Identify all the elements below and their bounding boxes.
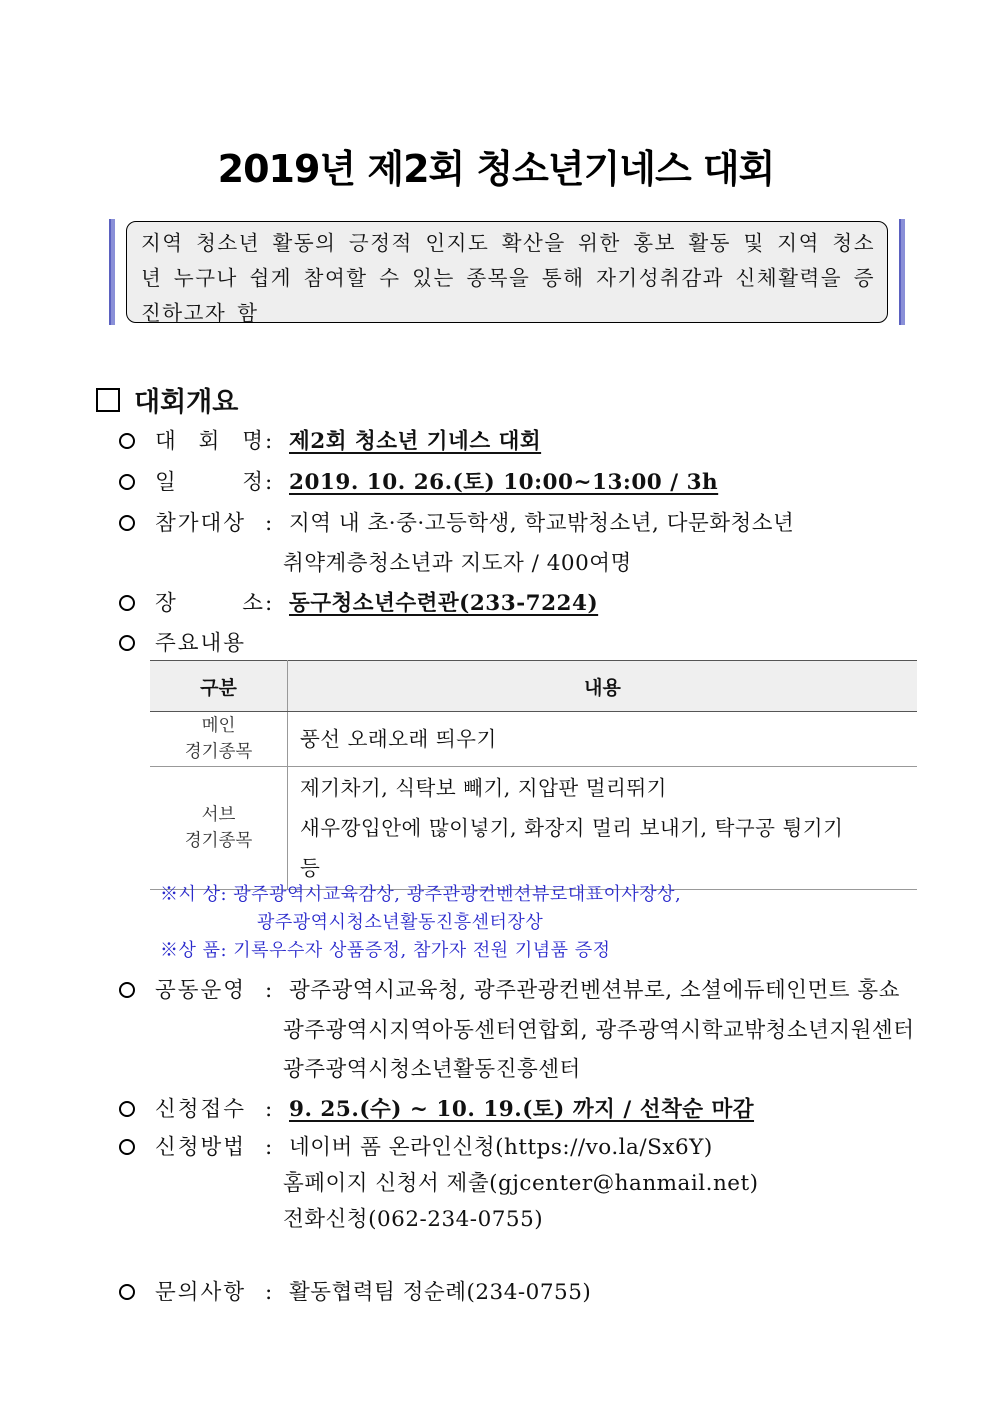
award-note bbox=[160, 880, 681, 906]
prize-label: ※상 품: bbox=[160, 940, 228, 961]
content-line: 풍선 오래오래 띄우기 bbox=[300, 727, 497, 751]
purpose-text: 지역 청소년 활동의 긍정적 인지도 확산을 위한 홍보 활동 및 지역 청소년 누구나 쉽게 참여할 수 있는 종목을 통해 자기성취감과 신체활력을 증진하고자 함 bbox=[126, 221, 888, 323]
table-header-content: 내용 bbox=[288, 661, 918, 712]
table-content-cell bbox=[288, 712, 918, 767]
overview-main-row bbox=[119, 626, 265, 657]
colon: : bbox=[265, 1280, 273, 1305]
target-value: 지역 내 초·중·고등학생, 학교밖청소년, 다문화청소년 bbox=[289, 511, 795, 536]
method-line2: 홈페이지 신청서 제출(gjcenter@hanmail.net) bbox=[283, 1171, 759, 1196]
colon: : bbox=[265, 470, 273, 495]
event-place: 동구청소년수련관(233-7224) bbox=[289, 591, 599, 616]
circle-bullet-icon bbox=[119, 1139, 135, 1155]
section-heading bbox=[96, 380, 238, 419]
colon: : bbox=[265, 978, 273, 1003]
category-line: 서브 bbox=[201, 805, 236, 825]
table-header-row bbox=[150, 661, 917, 712]
category-line: 메인 bbox=[201, 716, 236, 736]
name-label: 대 회 명 bbox=[155, 429, 265, 454]
overview-name-row bbox=[119, 424, 541, 455]
circle-bullet-icon bbox=[119, 1284, 135, 1300]
document-title: 2019년 제2회 청소년기네스 대회 bbox=[217, 147, 775, 191]
table-row bbox=[150, 712, 917, 767]
event-date: 2019. 10. 26.(토) 10:00~13:00 / 3h bbox=[289, 470, 719, 495]
registration-label: 신청접수 bbox=[155, 1097, 247, 1122]
circle-bullet-icon bbox=[119, 1101, 135, 1117]
colon: : bbox=[265, 1135, 273, 1160]
circle-bullet-icon bbox=[119, 433, 135, 449]
purpose-panel bbox=[109, 219, 905, 325]
prize-note bbox=[160, 936, 611, 962]
date-label: 일 정 bbox=[155, 470, 265, 495]
colon: : bbox=[265, 1097, 273, 1122]
square-bullet-icon bbox=[96, 388, 120, 412]
colon: : bbox=[265, 429, 273, 454]
inquiry-row bbox=[119, 1275, 591, 1306]
target-label: 참가대상 bbox=[155, 511, 247, 536]
table-category-cell bbox=[150, 767, 288, 890]
category-line: 경기종목 bbox=[184, 831, 253, 851]
method-line3: 전화신청(062-234-0755) bbox=[283, 1207, 544, 1232]
table-header-category: 구분 bbox=[150, 661, 288, 712]
left-accent-bar bbox=[109, 219, 115, 325]
table-category-cell bbox=[150, 712, 288, 767]
main-content-label: 주요내용 bbox=[155, 631, 247, 656]
overview-target-row bbox=[119, 506, 794, 537]
inquiry-value: 활동협력팀 정순례(234-0755) bbox=[289, 1280, 592, 1305]
registration-period: 9. 25.(수) ~ 10. 19.(토) 까지 / 선착순 마감 bbox=[289, 1097, 755, 1122]
overview-date-row bbox=[119, 465, 718, 496]
event-name: 제2회 청소년 기네스 대회 bbox=[289, 429, 542, 454]
registration-row bbox=[119, 1092, 754, 1123]
table-row bbox=[150, 767, 917, 890]
award-line1: 광주광역시교육감상, 광주관광컨벤션뷰로대표이사장상, bbox=[233, 884, 682, 905]
section-heading-label: 대회개요 bbox=[134, 387, 239, 418]
cooperation-line3: 광주광역시청소년활동진흥센터 bbox=[283, 1057, 581, 1082]
method-label: 신청방법 bbox=[155, 1135, 247, 1160]
content-line: 제기차기, 식탁보 빼기, 지압판 멀리뛰기 bbox=[300, 776, 667, 800]
main-content-table bbox=[150, 660, 917, 890]
prize-value: 기록우수자 상품증정, 참가자 전원 기념품 증정 bbox=[233, 940, 611, 961]
cooperation-row bbox=[119, 973, 900, 1004]
target-value-continued: 취약계층청소년과 지도자 / 400여명 bbox=[283, 551, 632, 576]
cooperation-line2: 광주광역시지역아동센터연합회, 광주광역시학교밖청소년지원센터 bbox=[283, 1018, 915, 1043]
circle-bullet-icon bbox=[119, 595, 135, 611]
cooperation-line1: 광주광역시교육청, 광주관광컨벤션뷰로, 소셜에듀테인먼트 홍쇼 bbox=[289, 978, 900, 1003]
place-label: 장 소 bbox=[155, 591, 265, 616]
circle-bullet-icon bbox=[119, 982, 135, 998]
right-accent-bar bbox=[899, 219, 905, 325]
method-line1: 네이버 폼 온라인신청(https://vo.la/Sx6Y) bbox=[289, 1135, 713, 1160]
overview-place-row bbox=[119, 586, 598, 617]
category-line: 경기종목 bbox=[184, 742, 253, 762]
inquiry-label: 문의사항 bbox=[155, 1280, 247, 1305]
cooperation-label: 공동운영 bbox=[155, 978, 247, 1003]
circle-bullet-icon bbox=[119, 474, 135, 490]
circle-bullet-icon bbox=[119, 515, 135, 531]
colon: : bbox=[265, 591, 273, 616]
award-label: ※시 상: bbox=[160, 884, 228, 905]
colon: : bbox=[265, 511, 273, 536]
method-row bbox=[119, 1130, 713, 1161]
circle-bullet-icon bbox=[119, 635, 135, 651]
content-line: 등 bbox=[300, 856, 321, 880]
table-content-cell bbox=[288, 767, 918, 890]
content-line: 새우깡입안에 많이넣기, 화장지 멀리 보내기, 탁구공 튕기기 bbox=[300, 816, 844, 840]
award-line2: 광주광역시청소년활동진흥센터장상 bbox=[257, 912, 544, 933]
